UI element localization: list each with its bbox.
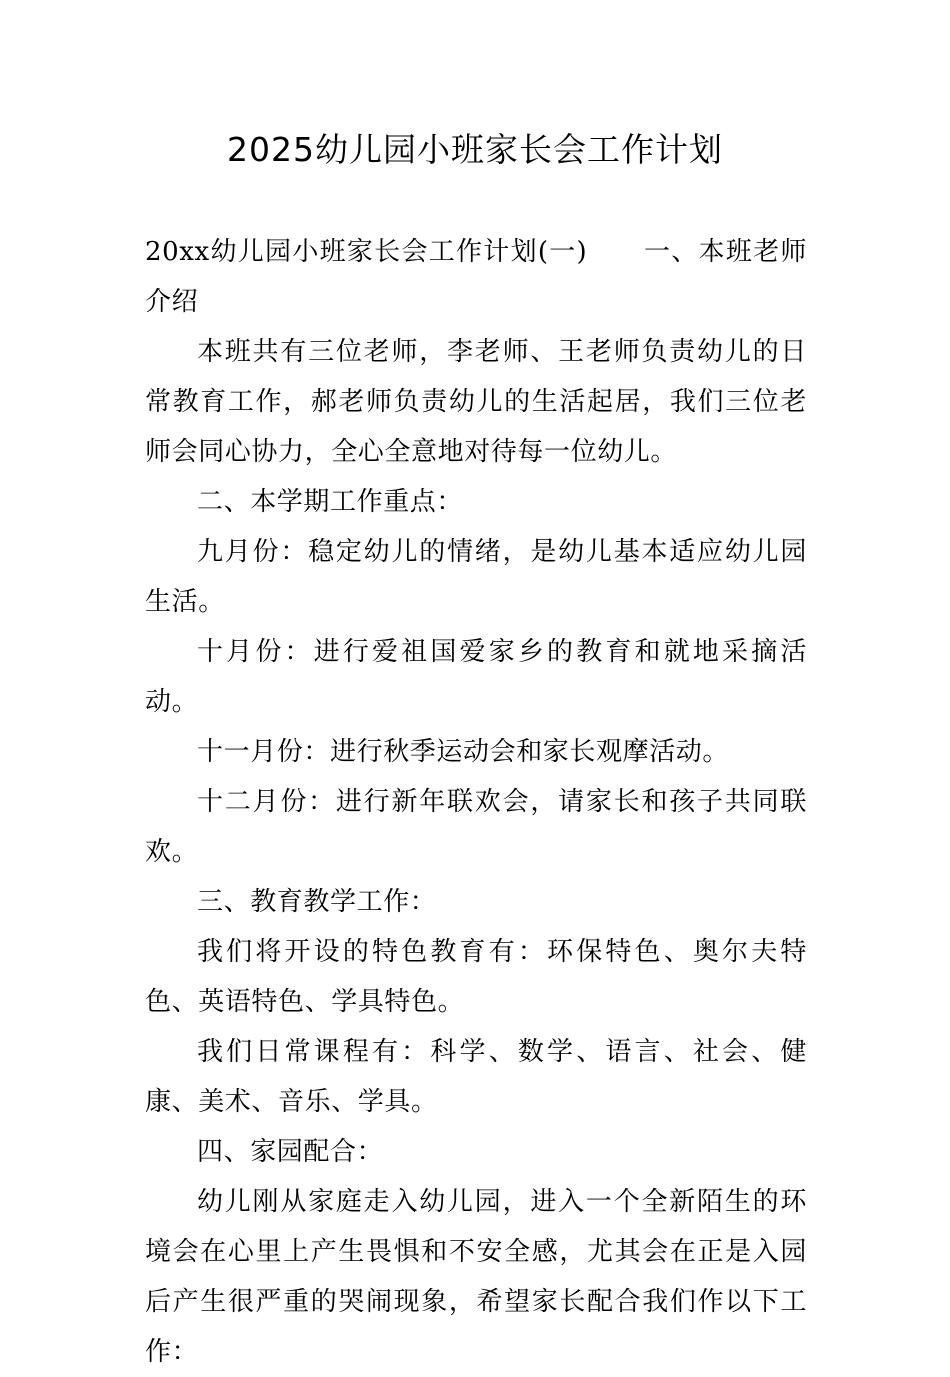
paragraph-home-school: 幼儿刚从家庭走入幼儿园，进入一个全新陌生的环境会在心里上产生畏惧和不安全感，尤其会在正是入园后产生很严重的哭闹现象，希望家长配合我们作以下工作： [145,1187,807,1367]
section2-heading: 二、本学期工作重点： [197,487,464,517]
paragraph-november: 十一月份：进行秋季运动会和家长观摩活动。 [197,737,730,767]
section4-heading: 四、家园配合： [197,1137,384,1167]
paragraph-september: 九月份：稳定幼儿的情绪，是幼儿基本适应幼儿园生活。 [145,537,807,617]
section1-heading: 一、本班老师介绍 [145,237,807,317]
intro-heading: 20xx幼儿园小班家长会工作计划(一) [145,237,588,267]
paragraph-december: 十二月份：进行新年联欢会，请家长和孩子共同联欢。 [145,787,807,867]
paragraph-october: 十月份：进行爱祖国爱家乡的教育和就地采摘活动。 [145,637,807,717]
paragraph-special-education: 我们将开设的特色教育有：环保特色、奥尔夫特色、英语特色、学具特色。 [145,937,807,1017]
document-title: 2025幼儿园小班家长会工作计划 [227,130,723,169]
paragraph-daily-courses: 我们日常课程有：科学、数学、语言、社会、健康、美术、音乐、学具。 [145,1037,807,1117]
document-body [145,227,807,1377]
paragraph-teachers: 本班共有三位老师，李老师、王老师负责幼儿的日常教育工作，郝老师负责幼儿的生活起居，我们三位老师会同心协力，全心全意地对待每一位幼儿。 [145,337,807,467]
intro-paragraph [145,227,807,327]
section3-heading: 三、教育教学工作： [197,887,437,917]
